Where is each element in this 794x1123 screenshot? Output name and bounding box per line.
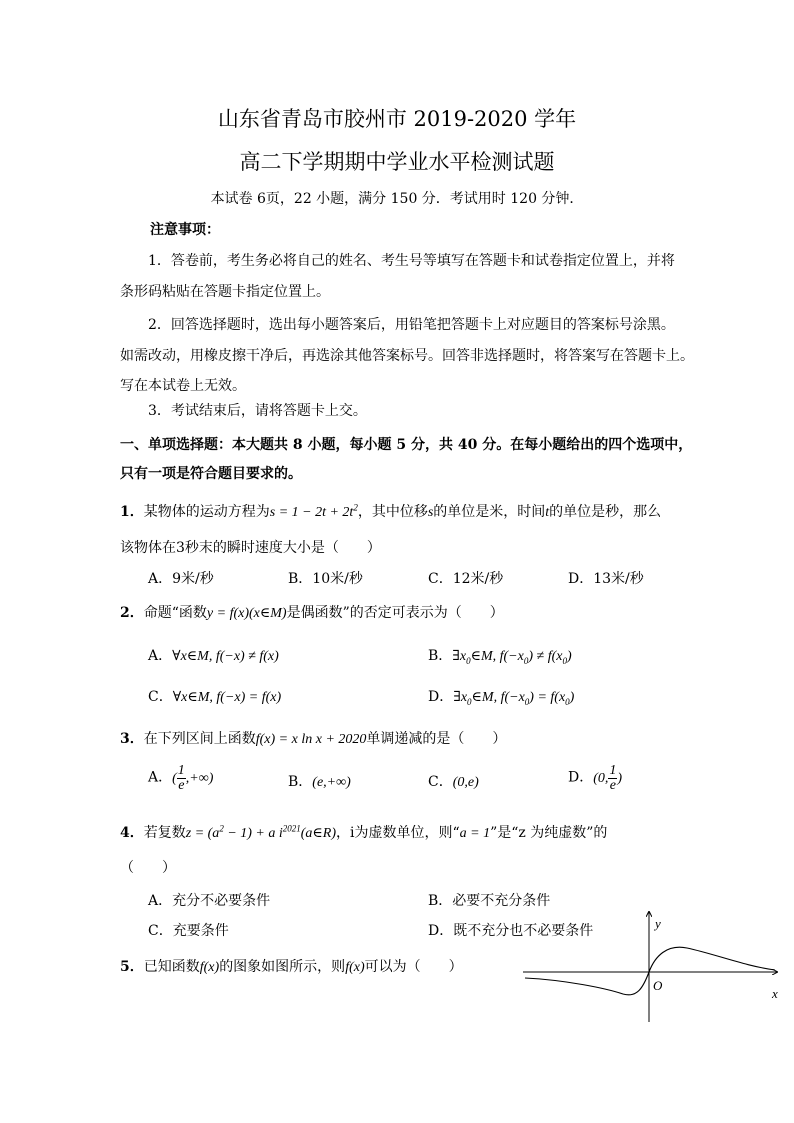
question-2-line-1: 2．命题“函数y = f(x)(x∈M)是偶函数”的否定可表示为（ ） (120, 605, 504, 621)
q2-option-a: A．∀x∈M, f(−x) ≠ f(x) (148, 648, 279, 664)
q1-option-b: B．10米/秒 (288, 571, 363, 587)
motion-equation: $s = 1 - 2t + 2t^2$ (269, 502, 358, 520)
notice-item-1-line-1: 1．答卷前，考生务必将自己的姓名、考生号等填写在答题卡和试卷指定位置上，并将 (148, 253, 675, 269)
notice-heading: 注意事项： (150, 222, 220, 238)
section-1-line-1: 一、单项选择题：本大题共 8 小题，每小题 5 分，共 40 分。在每小题给出的四个选项中， (120, 437, 693, 453)
q2-option-d: D．$\exists x_0\in M$, $f(-x_0) = f(x_0)$ (428, 689, 575, 707)
function-curve (525, 947, 775, 995)
title-line-1: 山东省青岛市胶州市 2019-2020 学年 (217, 107, 577, 131)
q1-option-c: C．12米/秒 (428, 571, 504, 587)
notice-item-2-line-1: 2．回答选择题时，选出每小题答案后，用铅笔把答题卡上对应题目的答案标号涂黑。 (148, 317, 675, 333)
question-5-line-1: 5．已知函数f(x)的图象如图所示，则f(x)可以为（ ） (120, 959, 463, 975)
origin-label: O (653, 978, 663, 993)
subtitle: 本试卷 6页，22 小题，满分 150 分．考试用时 120 分钟． (210, 191, 584, 207)
question-4-line-2: （ ） (120, 860, 176, 876)
question-4-line-1: 4．若复数$z = (a^2 - 1) + a$ $i^{2021}(a\in R)$，i为虚数单位，则“a = 1”是“z 为纯虚数”的 (120, 823, 608, 841)
question-1-line-2: 该物体在3秒末的瞬时速度大小是（ ） (120, 540, 381, 556)
notice-item-1-line-2: 条形码粘贴在答题卡指定位置上。 (120, 284, 330, 300)
q4-option-d: D．既不充分也不必要条件 (428, 923, 594, 939)
even-function-equation: y = f(x)(x∈M) (206, 606, 287, 621)
question-number: 1． (120, 504, 144, 520)
q1-option-a: A．9米/秒 (148, 571, 214, 587)
q3-option-d: D．(0, $\frac{1}{e}$ ) (568, 763, 623, 793)
q3-option-a: A．( $\frac{1}{e}$ ,+∞) (148, 763, 214, 793)
notice-item-2-line-3: 写在本试卷上无效。 (120, 378, 246, 394)
y-axis-label: y (655, 916, 661, 931)
section-1-line-2: 只有一项是符合题目要求的。 (120, 466, 302, 482)
question-1-line-1: 1．某物体的运动方程为$s = 1 - 2t + 2t^2$，其中位移s的单位是米，时间t的单位是秒，那么 (120, 502, 662, 520)
q4-option-c: C．充要条件 (148, 923, 229, 939)
notice-item-3: 3．考试结束后，请将答题卡上交。 (148, 403, 367, 419)
q4-option-a: A．充分不必要条件 (148, 893, 271, 909)
q1-option-d: D．13米/秒 (568, 571, 644, 587)
q3-option-c: C．(0,e) (428, 774, 479, 790)
q4-option-b: B．必要不充分条件 (428, 893, 551, 909)
x-axis-label: x (772, 986, 778, 1001)
question-3-line-1: 3．在下列区间上函数f(x) = x ln x + 2020单调递减的是（ ） (120, 731, 507, 747)
q2-option-b: B．$\exists x_0\in M$, $f(-x_0) \ne f(x_0)$ (428, 648, 572, 666)
q2-option-c: C．∀x∈M, f(−x) = f(x) (148, 689, 282, 705)
title-line-2: 高二下学期期中学业水平检测试题 (239, 150, 555, 174)
notice-item-2-line-2: 如需改动，用橡皮擦干净后，再选涂其他答案标号。回答非选择题时，将答案写在答题卡上。 (120, 348, 694, 364)
function-equation: f(x) = x ln x + 2020 (255, 732, 367, 747)
q3-option-b: B．(e,+∞) (288, 774, 351, 790)
function-graph (515, 908, 785, 1028)
